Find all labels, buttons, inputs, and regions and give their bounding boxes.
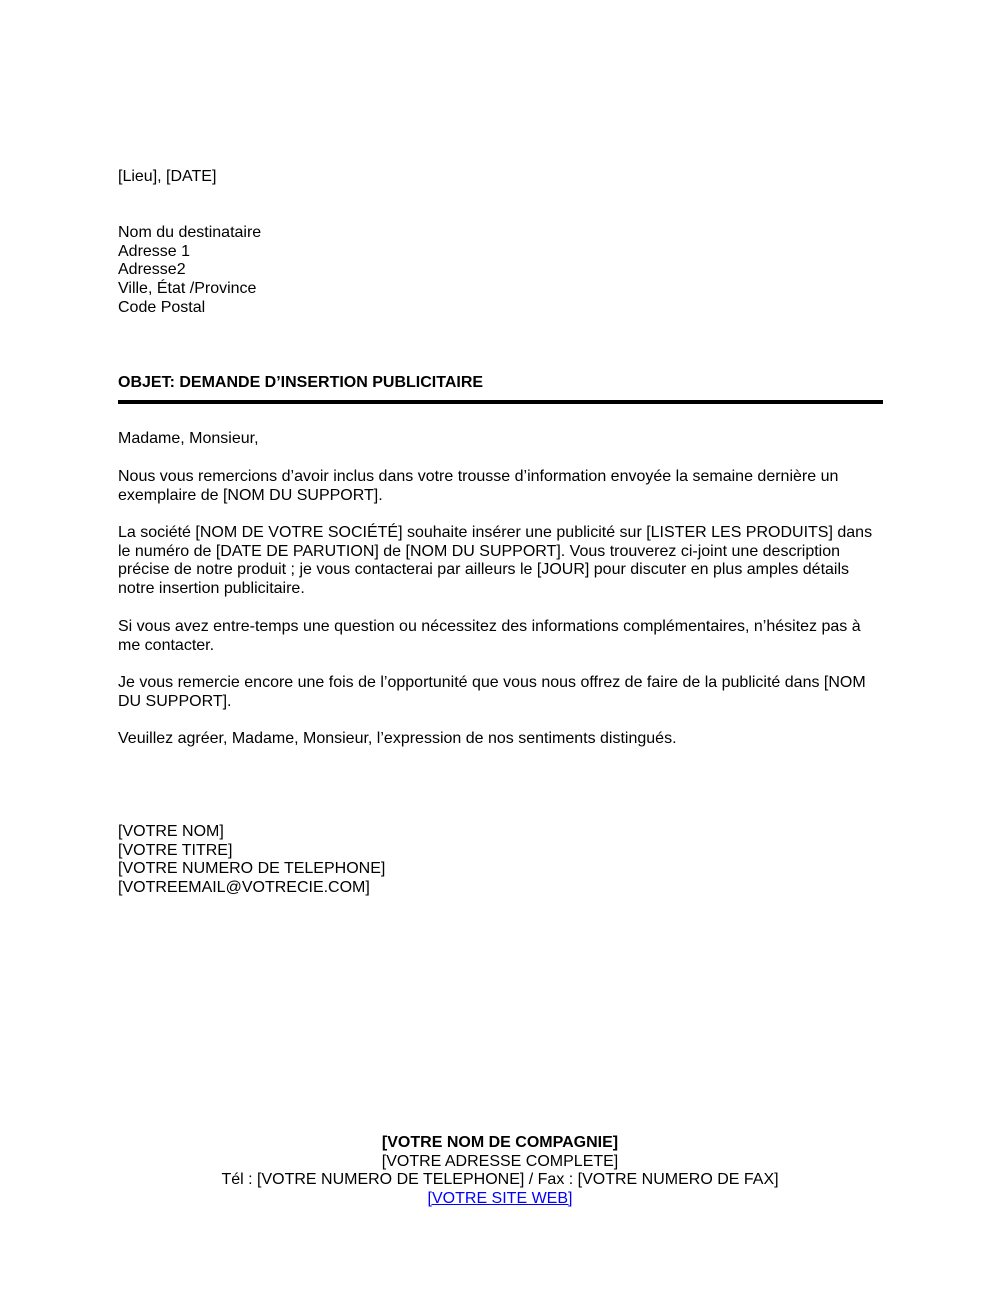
body-paragraph-2 bbox=[118, 524, 883, 599]
letterhead-footer bbox=[0, 1134, 1000, 1209]
body-paragraph-4 bbox=[118, 674, 883, 711]
recipient-postal: Code Postal bbox=[118, 298, 206, 316]
place-date bbox=[118, 168, 883, 187]
body-paragraph-4-text: Je vous remercie encore une fois de l’opportunité que vous nous offrez de faire de la publicité dans [NOM DU SUPPORT]. bbox=[118, 674, 866, 710]
recipient-name: Nom du destinataire bbox=[118, 224, 262, 241]
recipient-city-state: Ville, État /Province bbox=[118, 280, 257, 298]
footer-website-link[interactable]: [VOTRE SITE WEB] bbox=[427, 1190, 573, 1208]
recipient-address bbox=[118, 224, 883, 318]
signature-block bbox=[118, 823, 883, 898]
body-paragraph-3-text: Si vous avez entre-temps une question ou nécessitez des informations complémentaires, n’hésitez pas à me contacter. bbox=[118, 618, 861, 654]
signature-phone: [VOTRE NUMERO DE TELEPHONE] bbox=[118, 860, 386, 878]
signature-title: [VOTRE TITRE] bbox=[118, 841, 233, 859]
signature-email: [VOTREEMAIL@VOTRECIE.COM] bbox=[118, 879, 370, 897]
subject-divider bbox=[118, 400, 883, 404]
body-paragraph-1 bbox=[118, 468, 883, 505]
salutation-text: Madame, Monsieur, bbox=[118, 430, 259, 447]
recipient-address1: Adresse 1 bbox=[118, 242, 191, 260]
body-paragraph-3 bbox=[118, 618, 883, 655]
footer-company: [VOTRE NOM DE COMPAGNIE] bbox=[381, 1134, 619, 1151]
closing-formula bbox=[118, 730, 883, 749]
salutation bbox=[118, 430, 883, 449]
place-date-text: [Lieu], [DATE] bbox=[118, 168, 217, 185]
subject-line bbox=[118, 374, 883, 393]
signature-name: [VOTRE NOM] bbox=[118, 823, 224, 840]
footer-address: [VOTRE ADRESSE COMPLETE] bbox=[381, 1152, 619, 1170]
subject-text: OBJET: DEMANDE D’INSERTION PUBLICITAIRE bbox=[118, 374, 484, 391]
closing-formula-text: Veuillez agréer, Madame, Monsieur, l’expression de nos sentiments distingués. bbox=[118, 730, 677, 747]
recipient-address2: Adresse2 bbox=[118, 261, 186, 279]
body-paragraph-1-text: Nous vous remercions d’avoir inclus dans votre trousse d’information envoyée la semaine dernière un exemplaire de [NOM DU SUPPORT]. bbox=[118, 468, 839, 504]
body-paragraph-2-text: La société [NOM DE VOTRE SOCIÉTÉ] souhaite insérer une publicité sur [LISTER LES PRODUITS] dans le numéro de [DATE DE PARUTION] de [NOM DU SUPPORT]. Vous trouverez ci-joint une description précise de notre produit ; je vous contacterai par ailleurs le [JOUR] pour discuter en plus amples détails notre insertion publicitaire. bbox=[118, 524, 873, 598]
footer-contact: Tél : [VOTRE NUMERO DE TELEPHONE] / Fax : [VOTRE NUMERO DE FAX] bbox=[221, 1171, 779, 1189]
